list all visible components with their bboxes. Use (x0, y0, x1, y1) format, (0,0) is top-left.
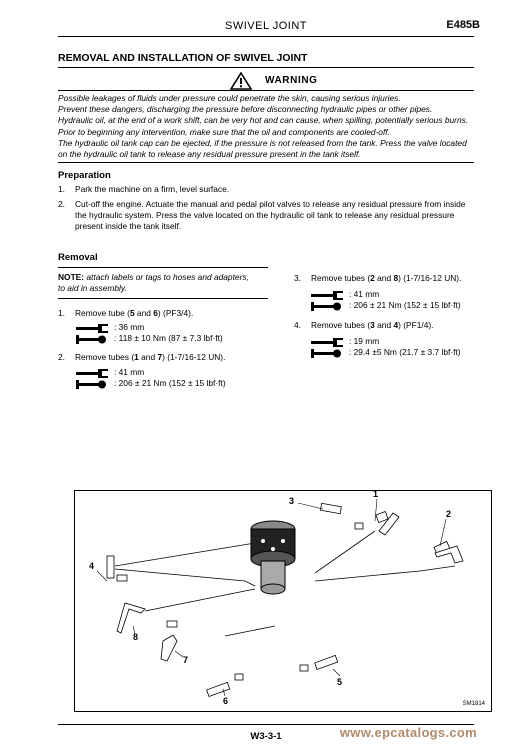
step-text: Remove tube (5 and 6) (PF3/4). (75, 308, 194, 318)
warning-line: Possible leakages of fluids under pressure could penetrate the skin, causing serious injuries. (58, 93, 401, 103)
step-text: the hydraulic system. Press the valve located on the hydraulic oil tank to release any residual pressure (75, 210, 455, 220)
step-number: 2. (58, 199, 65, 209)
callout-1: 1 (373, 489, 379, 499)
swivel-joint-figure (74, 490, 492, 712)
removal-heading: Removal (58, 252, 98, 263)
watermark: www.epcatalogs.com (339, 725, 477, 740)
callout-5: 5 (337, 677, 343, 687)
warning-icon (230, 72, 252, 90)
step-number: 1. (58, 308, 65, 318)
torque-value: : 206 ± 21 Nm (152 ± 15 lbf·ft) (114, 378, 226, 388)
step-text: Remove tubes (3 and 4) (PF1/4). (311, 320, 434, 330)
section-title: REMOVAL AND INSTALLATION OF SWIVEL JOINT (58, 52, 308, 64)
removal-step (58, 352, 278, 364)
figure-code: SM1814 (462, 701, 485, 707)
removal-step (294, 273, 494, 285)
step-text: Park the machine on a firm, level surface. (75, 184, 230, 194)
wrench-size: : 19 mm (349, 336, 380, 346)
wrench-size: : 36 mm (114, 322, 145, 332)
preparation-step (58, 184, 478, 196)
spec-block (76, 322, 276, 346)
warning-line: Prior to beginning any intervention, make sure that the oil and components are cooled-off. (58, 126, 390, 137)
removal-step (58, 308, 278, 320)
callout-3: 3 (289, 496, 295, 506)
step-text: Remove tubes (1 and 7) (1-7/16-12 UN). (75, 352, 226, 362)
warning-top-rule (58, 90, 474, 91)
step-number: 4. (294, 320, 301, 330)
step-text: Remove tubes (2 and 8) (1-7/16-12 UN). (311, 273, 462, 283)
note-box (58, 272, 268, 294)
wrench-icon (76, 324, 108, 333)
spec-block (311, 336, 501, 360)
step-text: present inside the tank itself. (75, 221, 182, 231)
torque-wrench-icon (311, 349, 343, 358)
torque-value: : 206 ± 21 Nm (152 ± 15 lbf·ft) (349, 300, 461, 310)
note-label: NOTE: (58, 272, 85, 282)
wrench-size: : 41 mm (114, 367, 145, 377)
torque-value: : 29.4 ±5 Nm (21.7 ± 3.7 lbf·ft) (349, 347, 461, 357)
note-bottom-rule (58, 298, 268, 299)
spec-block (311, 289, 501, 313)
callout-4: 4 (89, 561, 95, 571)
step-number: 3. (294, 273, 301, 283)
step-number: 2. (58, 352, 65, 362)
wrench-icon (311, 338, 343, 347)
spec-block (76, 367, 276, 391)
callout-6: 6 (223, 696, 229, 706)
callout-8: 8 (133, 632, 139, 642)
torque-value: : 118 ± 10 Nm (87 ± 7.3 lbf·ft) (114, 333, 223, 343)
callout-7: 7 (183, 655, 189, 665)
header-rule (58, 36, 474, 37)
wrench-icon (311, 291, 343, 300)
preparation-step (58, 199, 488, 235)
note-text: attach labels or tags to hoses and adapters, (84, 272, 249, 282)
warning-label: WARNING (265, 75, 318, 86)
warning-text (58, 93, 478, 160)
preparation-heading: Preparation (58, 170, 111, 181)
section-rule (58, 67, 474, 68)
step-number: 1. (58, 184, 65, 194)
swivel-body (251, 521, 295, 594)
header-model: E485B (446, 19, 480, 31)
warning-banner (58, 72, 474, 88)
warning-line: Prevent these dangers, discharging the pressure before disconnecting hydraulic pipes or other pipes. (58, 104, 433, 115)
wrench-icon (76, 369, 108, 378)
note-top-rule (58, 267, 268, 268)
step-text: Cut-off the engine. Actuate the manual and pedal pilot valves to release any residual pressure from inside (75, 199, 466, 209)
swivel-joint-drawing (75, 491, 490, 710)
callout-2: 2 (446, 509, 452, 519)
torque-wrench-icon (311, 302, 343, 311)
header-title: SWIVEL JOINT (225, 20, 307, 32)
wrench-size: : 41 mm (349, 289, 380, 299)
note-text: to aid in assembly. (58, 283, 127, 293)
removal-step (294, 320, 494, 332)
page-id: W3-3-1 (250, 731, 282, 742)
warning-line: The hydraulic oil tank cap can be ejected, if the pressure is not released from the tank. Press the valve located (58, 137, 467, 148)
torque-wrench-icon (76, 335, 108, 344)
warning-line: Hydraulic oil, at the end of a work shift, can be very hot and can cause, when spilling, potentially serious burns. (58, 115, 469, 126)
torque-wrench-icon (76, 380, 108, 389)
warning-bottom-rule (58, 162, 474, 163)
warning-line: on the hydraulic oil tank to release any residual pressure present in the tank itself. (58, 149, 361, 160)
